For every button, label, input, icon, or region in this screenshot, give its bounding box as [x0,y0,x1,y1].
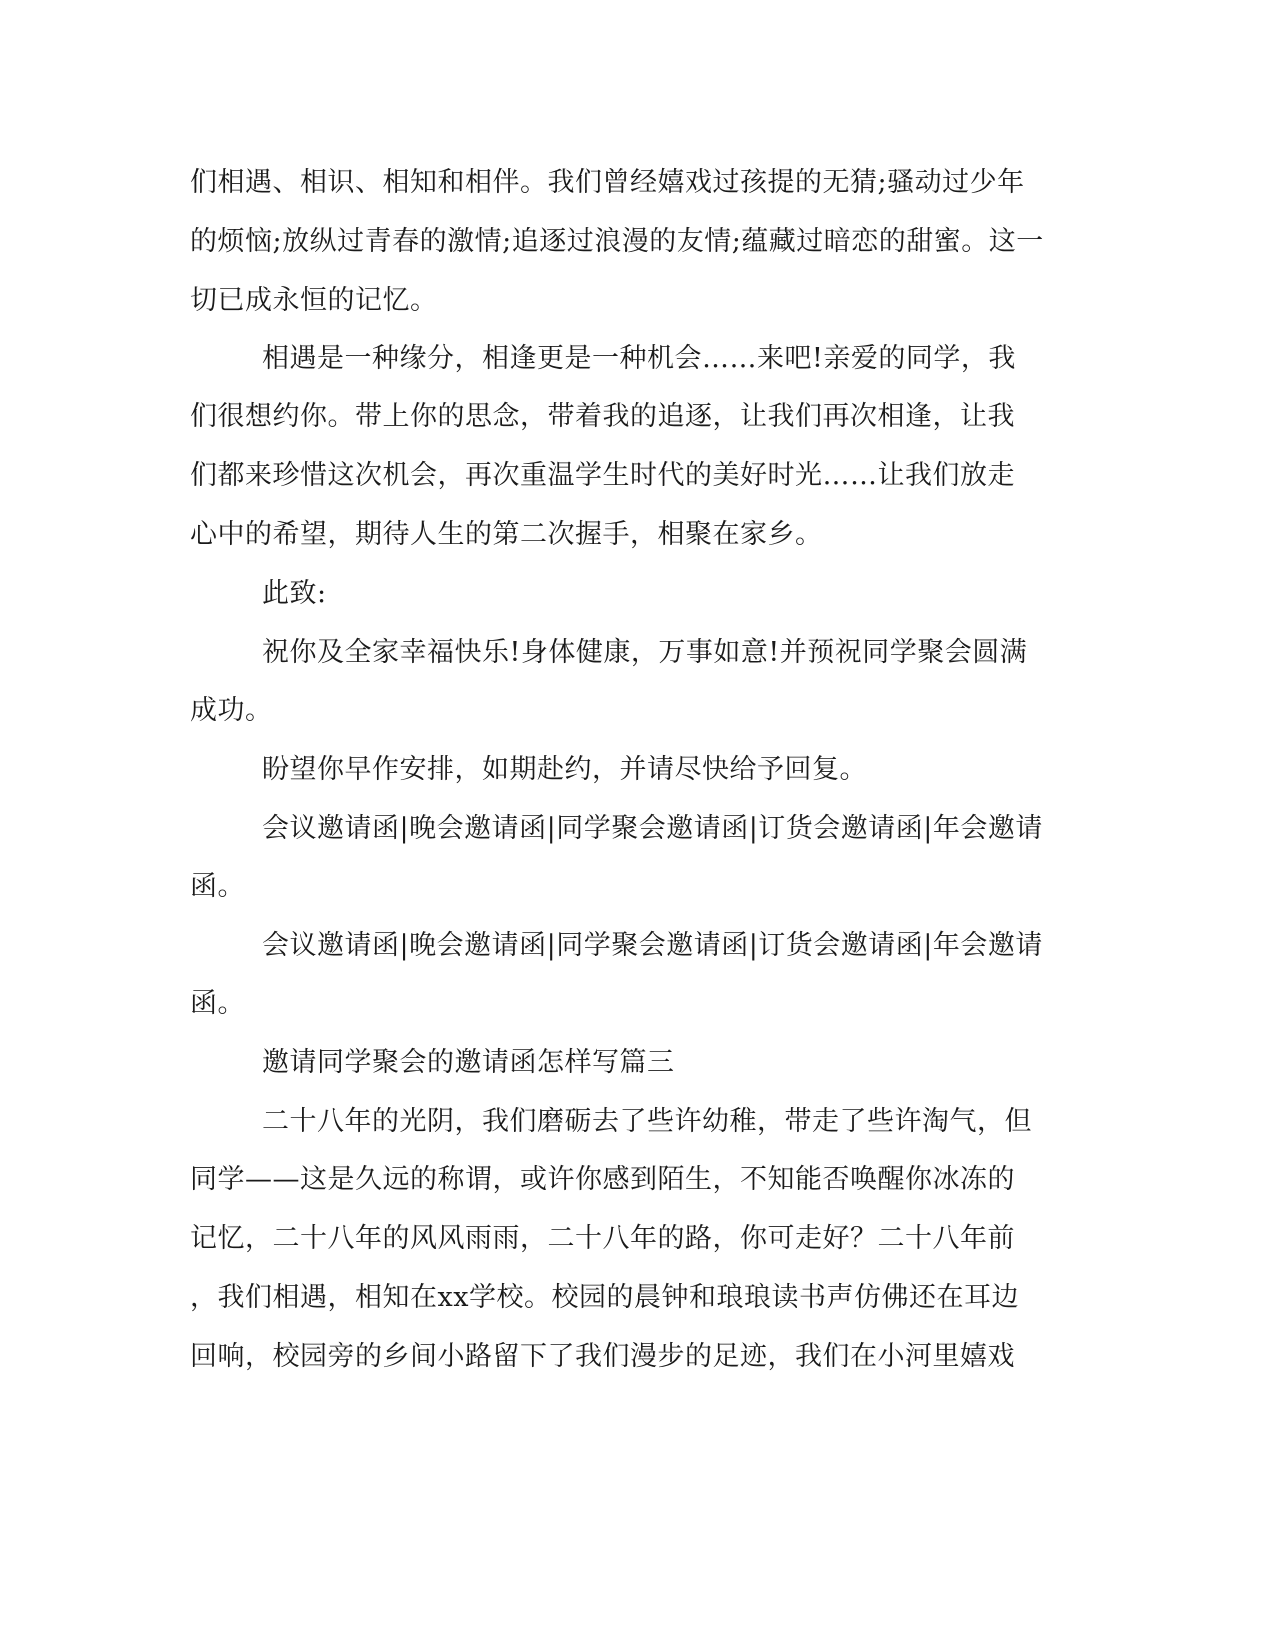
text-line: 成功。 [190,695,273,726]
text-line: 的烦恼;放纵过青春的激情;追逐过浪漫的友情;蕴藏过暗恋的甜蜜。这一 [190,226,1044,257]
text-line: 心中的希望，期待人生的第二次握手，相聚在家乡。 [190,519,823,550]
text-line: 同学——这是久远的称谓，或许你感到陌生，不知能否唤醒你冰冻的 [190,1164,1015,1195]
text-line: 盼望你早作安排，如期赴约，并请尽快给予回复。 [262,754,867,785]
text-line: 切已成永恒的记忆。 [190,285,438,316]
text-line: 会议邀请函|晚会邀请函|同学聚会邀请函|订货会邀请函|年会邀请 [262,813,1043,844]
text-line: 函。 [190,871,245,902]
text-line: 二十八年的光阴，我们磨砺去了些许幼稚，带走了些许淘气，但 [262,1106,1032,1137]
text-line: 们相遇、相识、相知和相伴。我们曾经嬉戏过孩提的无猜;骚动过少年 [190,167,1025,198]
text-line: 们很想约你。带上你的思念，带着我的追逐，让我们再次相逢，让我 [190,401,1015,432]
text-line: 们都来珍惜这次机会，再次重温学生时代的美好时光……让我们放走 [190,460,1015,491]
text-line: 回响，校园旁的乡间小路留下了我们漫步的足迹，我们在小河里嬉戏 [190,1341,1015,1372]
closing-salutation: 此致: [262,578,327,609]
text-line: ，我们相遇，相知在xx学校。校园的晨钟和琅琅读书声仿佛还在耳边 [190,1282,1019,1313]
section-heading: 邀请同学聚会的邀请函怎样写篇三 [262,1047,675,1078]
text-line: 相遇是一种缘分，相逢更是一种机会……来吧!亲爱的同学，我 [262,343,1016,374]
text-line: 祝你及全家幸福快乐!身体健康，万事如意!并预祝同学聚会圆满 [262,637,1028,668]
text-line: 会议邀请函|晚会邀请函|同学聚会邀请函|订货会邀请函|年会邀请 [262,930,1043,961]
text-line: 函。 [190,988,245,1019]
text-line: 记忆，二十八年的风风雨雨，二十八年的路，你可走好？二十八年前 [190,1223,1015,1254]
